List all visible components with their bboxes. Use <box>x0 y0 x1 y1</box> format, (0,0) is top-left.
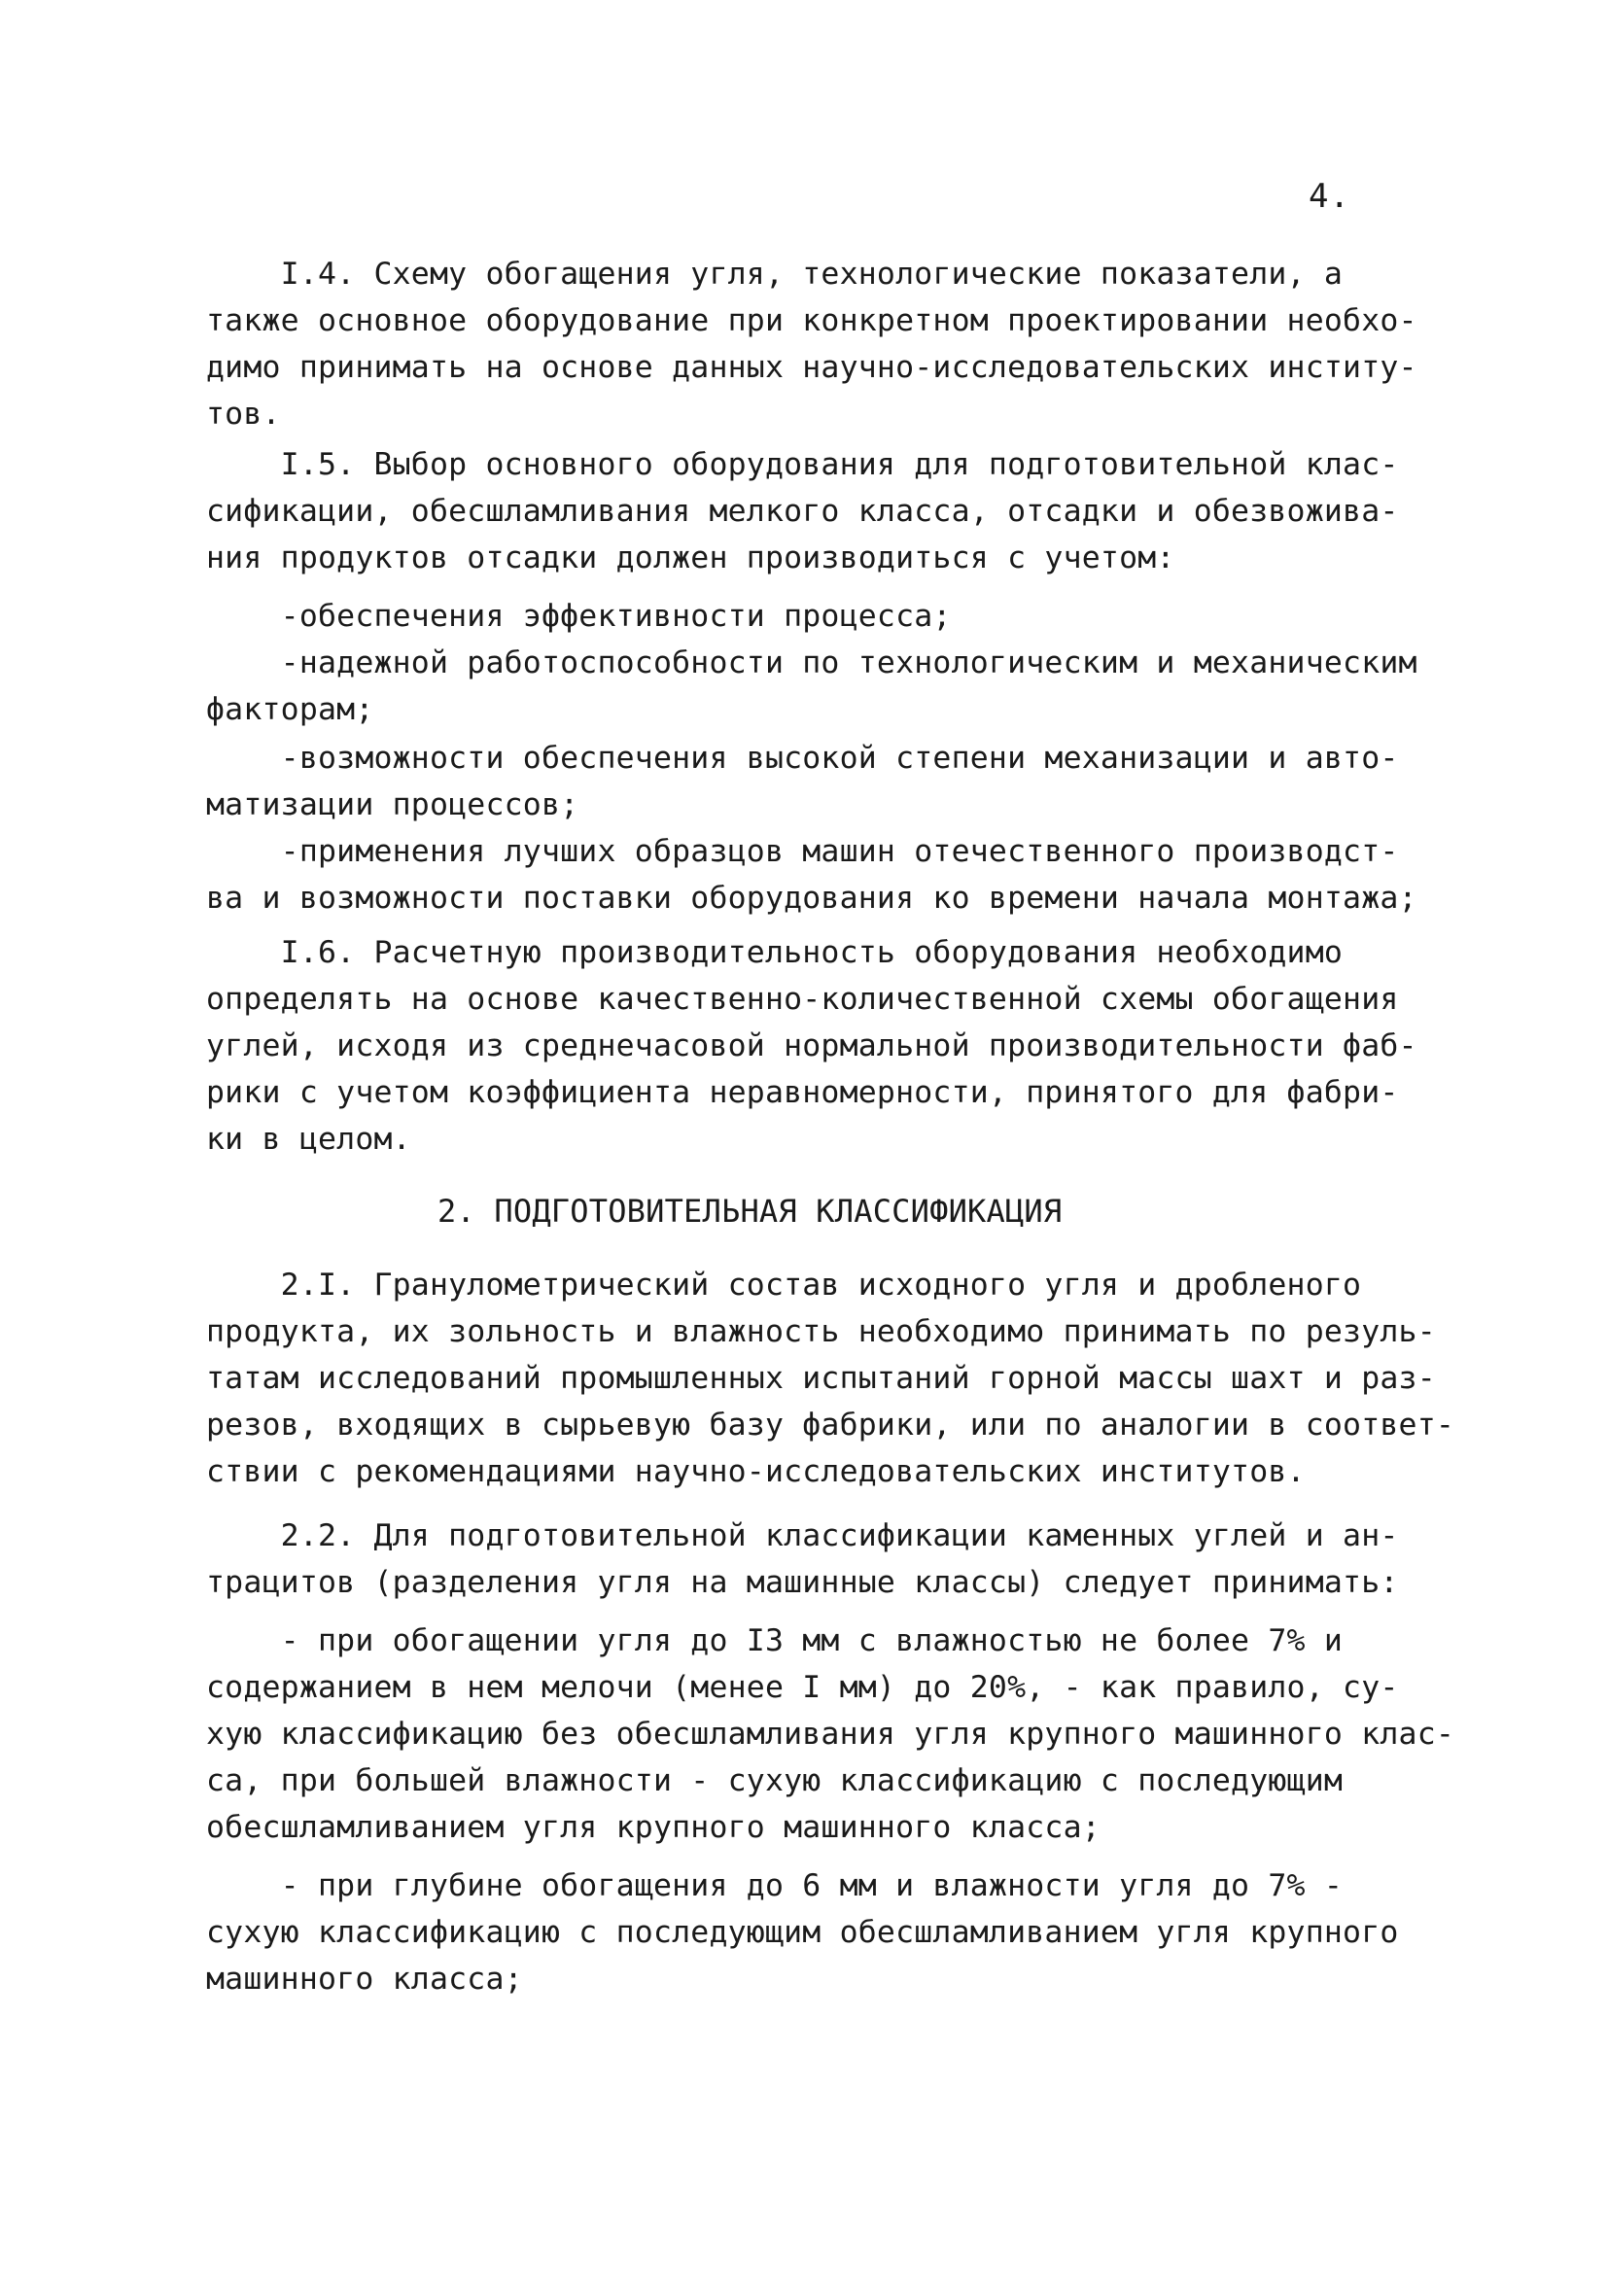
paragraph-1-6-line-1: I.6. Расчетную производительность оборудования необходимо <box>206 935 1344 970</box>
bullet-2-2-b-line-2: сухую классификацию с последующим обесшламливанием угля крупного <box>206 1915 1399 1950</box>
bullet-2-2-a-line-3: хую классификацию без обесшламливания угля крупного машинного клас- <box>206 1717 1455 1752</box>
bullet-1-5-line-4: -возможности обеспечения высокой степени механизации и авто- <box>206 741 1399 776</box>
paragraph-2-1-line-5: ствии с рекомендациями научно-исследовательских институтов. <box>206 1454 1306 1489</box>
bullet-1-5-line-5: матизации процессов; <box>206 787 579 822</box>
paragraph-1-5-line-3: ния продуктов отсадки должен производиться с учетом: <box>206 540 1175 575</box>
section-2-title: 2. ПОДГОТОВИТЕЛЬНАЯ КЛАССИФИКАЦИЯ <box>437 1193 1063 1230</box>
paragraph-1-4-line-4: тов. <box>206 397 281 432</box>
bullet-1-5-line-2: -надежной работоспособности по технологическим и механическим <box>206 645 1417 680</box>
paragraph-2-1-line-2: продукта, их зольность и влажность необходимо принимать по резуль- <box>206 1314 1436 1349</box>
bullet-1-5-line-6: -применения лучших образцов машин отечественного производст- <box>206 834 1399 869</box>
paragraph-1-4-line-2: также основное оборудование при конкретном проектировании необхо- <box>206 303 1417 338</box>
bullet-2-2-b-line-1: - при глубине обогащения до 6 мм и влажности угля до 7% - <box>206 1868 1344 1903</box>
bullet-1-5-line-1: -обеспечения эффективности процесса; <box>206 599 952 634</box>
bullet-2-2-a-line-1: - при обогащении угля до I3 мм с влажностью не более 7% и <box>206 1623 1344 1658</box>
bullet-1-5-line-7: ва и возможности поставки оборудования ко времени начала монтажа; <box>206 881 1417 916</box>
paragraph-1-6-line-5: ки в целом. <box>206 1122 411 1157</box>
bullet-1-5-line-3: факторам; <box>206 692 374 727</box>
paragraph-1-4-line-1: I.4. Схему обогащения угля, технологические показатели, а <box>206 257 1344 292</box>
paragraph-1-6-line-2: определять на основе качественно-количественной схемы обогащения <box>206 982 1399 1017</box>
paragraph-1-5-line-2: сификации, обесшламливания мелкого класса, отсадки и обезвожива- <box>206 494 1399 529</box>
bullet-2-2-a-line-4: са, при большей влажности - сухую классификацию с последующим <box>206 1763 1344 1798</box>
paragraph-1-6-line-3: углей, исходя из среднечасовой нормальной производительности фаб- <box>206 1028 1417 1063</box>
bullet-2-2-b-line-3: машинного класса; <box>206 1962 523 1997</box>
paragraph-1-6-line-4: рики с учетом коэффициента неравномерности, принятого для фабри- <box>206 1075 1399 1110</box>
paragraph-1-4-line-3: димо принимать на основе данных научно-исследовательских институ- <box>206 350 1417 385</box>
paragraph-2-1-line-3: татам исследований промышленных испытаний горной массы шахт и раз- <box>206 1361 1436 1396</box>
bullet-2-2-a-line-2: содержанием в нем мелочи (менее I мм) до 20%, - как правило, су- <box>206 1670 1399 1705</box>
page-number: 4. <box>1309 177 1350 216</box>
paragraph-2-2-line-1: 2.2. Для подготовительной классификации каменных углей и ан- <box>206 1518 1399 1553</box>
paragraph-2-1-line-1: 2.I. Гранулометрический состав исходного угля и дробленого <box>206 1268 1362 1303</box>
paragraph-1-5-line-1: I.5. Выбор основного оборудования для подготовительной клас- <box>206 447 1399 482</box>
paragraph-2-2-line-2: трацитов (разделения угля на машинные классы) следует принимать: <box>206 1565 1399 1600</box>
bullet-2-2-a-line-5: обесшламливанием угля крупного машинного класса; <box>206 1810 1101 1845</box>
paragraph-2-1-line-4: резов, входящих в сырьевую базу фабрики, или по аналогии в соответ- <box>206 1408 1455 1443</box>
